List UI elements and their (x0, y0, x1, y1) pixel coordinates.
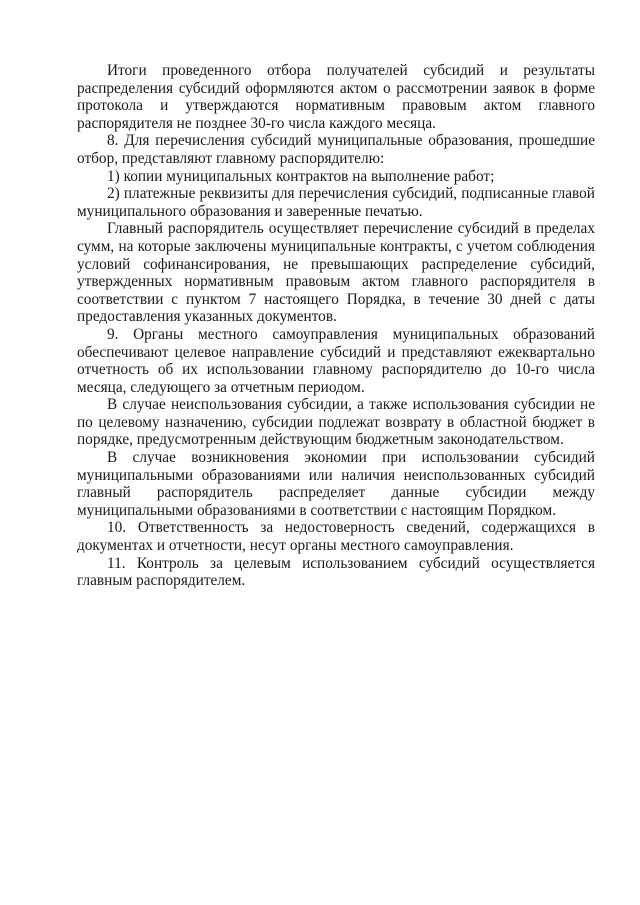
paragraph-item-8-1: 1) копии муниципальных контрактов на выполнение работ; (107, 167, 495, 185)
paragraph-item-8-2: 2) платежные реквизиты для перечисления субсидий, подписанные главой муниципального образования и заверенные печатью. (77, 185, 595, 220)
paragraph-item-11: 11. Контроль за целевым использованием субсидий осуществляется главным распорядителем. (77, 554, 595, 590)
paragraph-item-9: 9. Органы местного самоуправления муниципальных образований обеспечивают целевое направление субсидий и представляют ежеквартально отчетность об их использовании главному распорядителю до 10-го числа месяца, следующего за отчетным периодом. (77, 325, 595, 396)
paragraph-item-10: 10. Ответственность за недостоверность сведений, содержащихся в документах и отчетности, несут органы местного самоуправления. (77, 519, 595, 555)
paragraph-return-of-subsidies: В случае неиспользования субсидии, а также использования субсидии не по целевому назначению, субсидии подлежат возврату в областной бюджет в порядке, предусмотренным действующим бюджетным законодательством. (77, 396, 595, 449)
document-text-body (77, 62, 595, 590)
paragraph-savings-redistribution: В случае возникновения экономии при использовании субсидий муниципальными образованиями или наличия неиспользованных субсидий главный распорядитель распределяет данные субсидии между муниципальными образованиями в соответствии с настоящим Порядком. (77, 449, 595, 519)
paragraph-selection-results: Итоги проведенного отбора получателей субсидий и результаты распределения субсидий оформляются актом о рассмотрении заявок в форме протокола и утверждаются нормативным правовым актом главного распорядителя не позднее 30-го числа каждого месяца. (77, 62, 595, 132)
paragraph-transfer-of-subsidies: Главный распорядитель осуществляет перечисление субсидий в пределах сумм, на которые заключены муниципальные контракты, с учетом соблюдения условий софинансирования, не превышающих распределение субсидий, утвержденных нормативным правовым актом главного распорядителя в соответствии с пунктом 7 настоящего Порядка, в течение 30 дней с даты предоставления указанных документов. (77, 220, 595, 326)
paragraph-item-8: 8. Для перечисления субсидий муниципальные образования, прошедшие отбор, представляют главному распорядителю: (77, 132, 595, 167)
